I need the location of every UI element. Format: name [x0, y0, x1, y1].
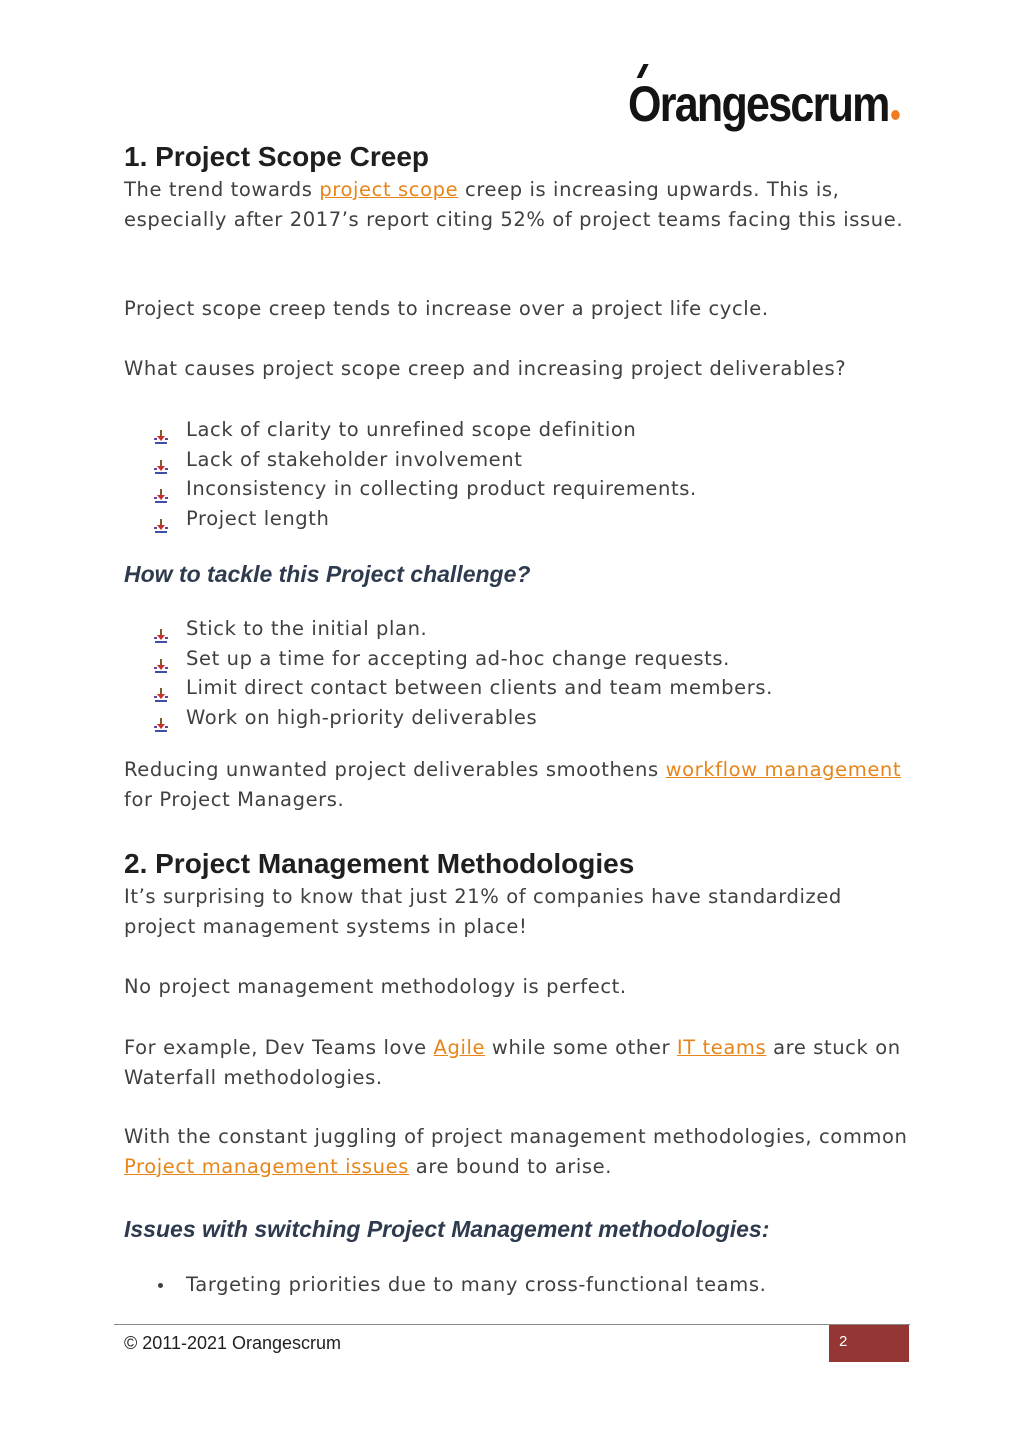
section2-title: 2. Project Management Methodologies [124, 848, 635, 879]
section2-para4 [124, 1122, 914, 1181]
closing-text-before: Reducing unwanted project deliverables smoothens [124, 758, 666, 781]
tip-item [154, 614, 773, 644]
project-management-issues-link[interactable]: Project management issues [124, 1154, 409, 1178]
section1-intro [124, 175, 914, 234]
arrow-bullet-icon [154, 423, 168, 437]
para4-text-before: With the constant juggling of project management methodologies, common [124, 1125, 908, 1148]
arrow-bullet-icon [154, 622, 168, 636]
tip-item [154, 644, 773, 674]
tip-text: Limit direct contact between clients and team members. [186, 676, 773, 699]
cause-text: Inconsistency in collecting product requirements. [186, 477, 697, 500]
tip-item [154, 673, 773, 703]
page-number-badge: 2 [829, 1325, 909, 1362]
section2-subheading: Issues with switching Project Management methodologies: [124, 1216, 770, 1242]
it-teams-link[interactable]: IT teams [676, 1036, 767, 1059]
section1-para2: Project scope creep tends to increase over a project life cycle. [124, 297, 769, 320]
tip-item [154, 703, 773, 733]
arrow-bullet-icon [154, 453, 168, 467]
section1-subheading: How to tackle this Project challenge? [124, 561, 531, 587]
cause-item [154, 474, 697, 504]
cause-item [154, 415, 697, 445]
section2-intro: It’s surprising to know that just 21% of companies have standardized project management systems in place! [124, 885, 842, 938]
issue-text: Targeting priorities due to many cross-functional teams. [186, 1273, 767, 1296]
cause-text: Lack of stakeholder involvement [186, 447, 523, 471]
section1-para3: What causes project scope creep and increasing project deliverables? [124, 357, 847, 380]
arrow-bullet-icon [154, 711, 168, 725]
arrow-bullet-icon [154, 652, 168, 666]
closing-text-after: for Project Managers. [124, 787, 345, 811]
orangescrum-logo [628, 74, 900, 134]
logo-dot-icon [891, 110, 900, 120]
cause-text: Project length [186, 506, 330, 530]
arrow-bullet-icon [154, 681, 168, 695]
arrow-bullet-icon [154, 482, 168, 496]
section2-para2: No project management methodology is perfect. [124, 975, 627, 998]
cause-text: Lack of clarity to unrefined scope definition [186, 418, 637, 441]
tip-text: Work on high-priority deliverables [186, 705, 538, 729]
agile-link[interactable]: Agile [433, 1036, 486, 1059]
tips-list [154, 614, 773, 732]
arrow-bullet-icon [154, 512, 168, 526]
para3-text-after: are stuck on Waterfall methodologies. [124, 1036, 901, 1089]
section1-closing [124, 755, 914, 814]
issue-item [154, 1270, 766, 1300]
intro-text-after: creep is increasing upwards. This is, especially after 2017’s report citing 52% of project teams facing this issue. [124, 178, 904, 231]
footer-copyright: © 2011-2021 Orangescrum [124, 1333, 342, 1353]
issues-list [154, 1270, 766, 1300]
cause-item [154, 445, 697, 475]
workflow-management-link[interactable]: workflow management [665, 758, 902, 781]
causes-list [154, 415, 697, 533]
para3-text-before: For example, Dev Teams love [124, 1036, 434, 1059]
footer-divider [114, 1324, 910, 1325]
para4-text-after: are bound to arise. [409, 1154, 613, 1178]
para3-text-mid: while some other [485, 1036, 677, 1059]
tip-text: Stick to the initial plan. [186, 617, 428, 640]
project-scope-link[interactable]: project scope [319, 178, 459, 201]
cause-item [154, 504, 697, 534]
section2-para3 [124, 1033, 914, 1092]
section1-title: 1. Project Scope Creep [124, 141, 430, 172]
dot-bullet-icon [158, 1283, 163, 1288]
logo-text: Orangescrum [628, 76, 889, 132]
tip-text: Set up a time for accepting ad-hoc change requests. [186, 646, 730, 670]
intro-text-before: The trend towards [124, 178, 320, 201]
